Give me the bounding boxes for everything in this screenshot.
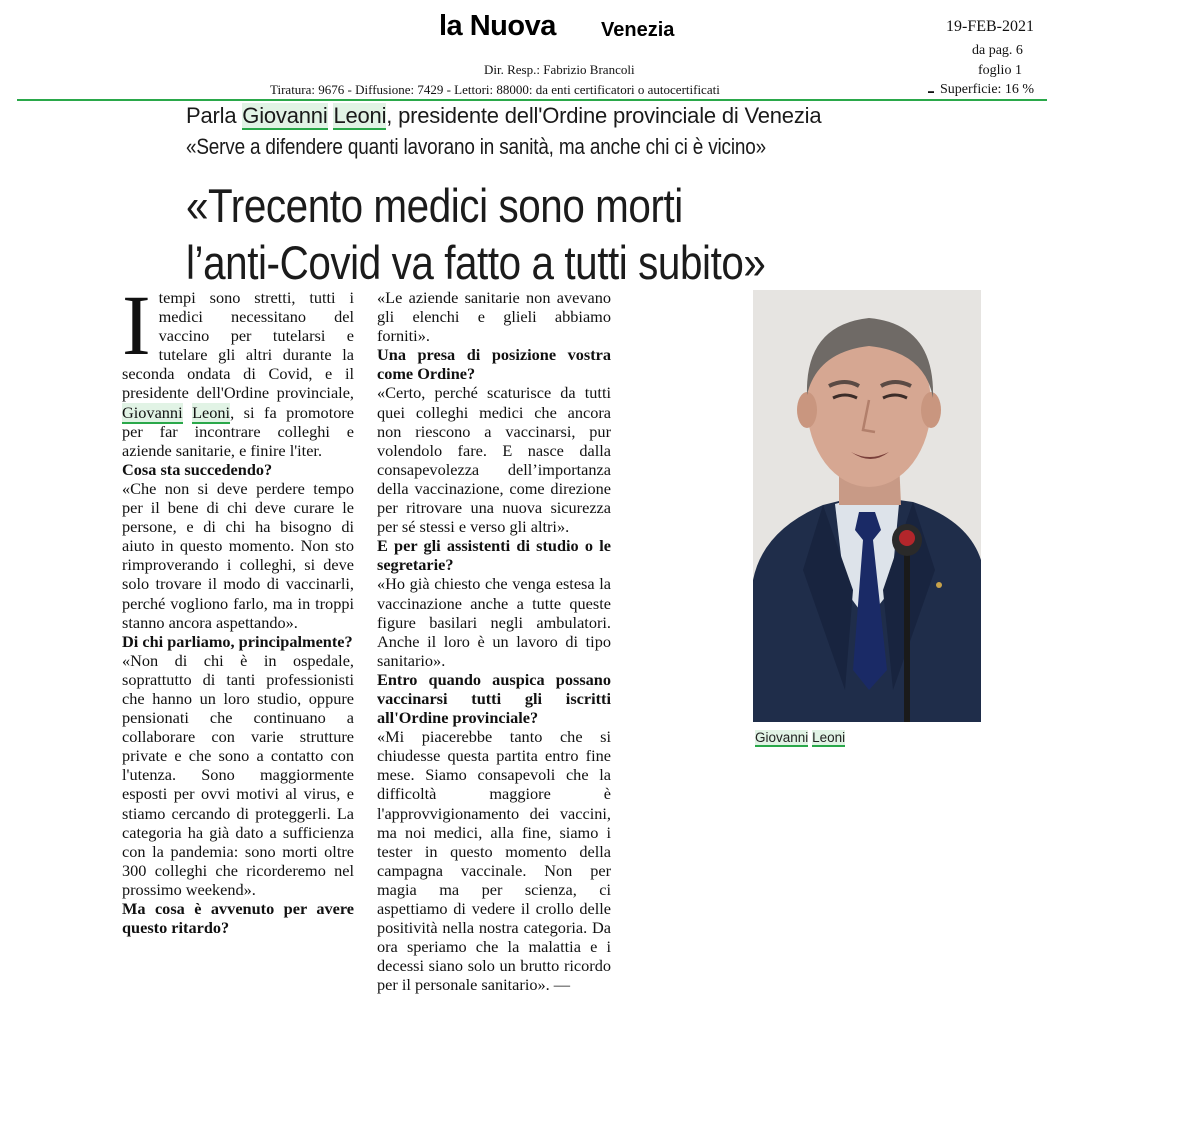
surface-info <box>928 82 1034 98</box>
lead-paragraph <box>122 277 355 460</box>
kicker-line-1 <box>186 103 821 129</box>
headline-line-2: l’anti-Covid va fatto a tutti subito» <box>186 236 766 289</box>
director-line: Dir. Resp.: Fabrizio Brancoli <box>484 62 635 77</box>
answer-2: «Non di chi è in ospedale, soprattutto di tanti professionisti che hanno un loro studio, oppure pensionati che continuano a collaborare con varie strutture private e che sono a contatto con l'utenza. Sono maggiormente esposti per ovvi motivi al virus, e stiamo cercando di proteggerli. La categoria ha già dato a sufficienza con la pandemia: sono morti oltre 300 colleghi che ricorderemo nel prossimo weekend». <box>122 650 354 899</box>
answer-4: «Certo, perché scaturisce da tutti quei colleghi medici che ancora non riescono a vaccinarsi, pur volendolo fare. E nasce dalla consapevolezza dell’importanza della vaccinazione, come direzione per ritrovare una nuova sicurezza per sé stessi e verso gli altri». <box>377 383 611 537</box>
portrait-photo <box>753 290 981 722</box>
page-reference: da pag. 6 <box>972 43 1023 58</box>
question-4: Una presa di posizione vostra come Ordine? <box>377 345 611 384</box>
caption-surname: Leoni <box>812 730 846 745</box>
question-2: Di chi parliamo, principalmente? <box>122 631 353 651</box>
kicker-line-2: «Serve a difendere quanti lavorano in sanità, ma anche chi ci è vicino» <box>186 134 766 159</box>
article-column-2 <box>377 288 611 994</box>
lead-name-space <box>183 403 193 422</box>
lead-text-a: tempi sono stretti, tutti i medici necessitano del vaccino per tutelarsi e tutelare gli altri durante la seconda ondata di Covid, e il presidente dell'Ordine provinciale, <box>122 288 354 403</box>
kicker-suffix: , presidente dell'Ordine provinciale di Venezia <box>386 103 822 128</box>
answer-1: «Che non si deve perdere tempo per il bene di chi deve curare le persone, e di chi ha bisogno di aiuto in questo momento. Non sto rimproverando i colleghi, si deve solo trovare il modo di vaccinarli, perché vogliono farlo, ma in troppi stanno ancora aspettando». <box>122 478 354 632</box>
answer-5: «Ho già chiesto che venga estesa la vaccinazione anche a tutte queste figure basilari negli ambulatori. Anche il loro è un lavoro di tipo sanitario». <box>377 574 611 670</box>
surface-text: Superficie: 16 % <box>940 82 1035 97</box>
masthead-logo: la Nuova <box>439 10 556 42</box>
kicker-prefix: Parla <box>186 103 243 128</box>
masthead-edition: Venezia <box>601 19 675 41</box>
lead-text-b: , si fa promotore per far incontrare colleghi e aziende sanitarie, e finire l'iter. <box>122 402 355 460</box>
article-column-1 <box>122 277 355 938</box>
publication-date: 19-FEB-2021 <box>946 18 1034 35</box>
highlighted-surname: Leoni <box>333 103 387 128</box>
header-divider <box>17 99 1047 101</box>
question-1: Cosa sta succedendo? <box>122 459 273 479</box>
question-5: E per gli assistenti di studio o le segretarie? <box>377 536 611 575</box>
drop-cap: I <box>122 277 151 373</box>
caption-name: Giovanni <box>755 730 809 745</box>
photo-caption <box>755 730 845 745</box>
answer-3: «Le aziende sanitarie non avevano gli elenchi e glieli abbiamo forniti». <box>377 288 611 346</box>
answer-6: «Mi piacerebbe tanto che si chiudesse questa partita entro fine mese. Siamo consapevoli che la difficoltà maggiore è l'approvvigionamento dei vaccini, ma noi medici, alla fine, siamo i tester in questo momento della campagna vaccinale. Non per magia ma per scienza, ci aspettiamo di vedere il crollo delle positività nella nostra categoria. Da ora speriamo che la malattia e i decessi siano solo un brutto ricordo per il personale sanitario». — <box>377 727 611 995</box>
highlighted-name: Giovanni <box>242 103 328 128</box>
question-3: Ma cosa è avvenuto per avere questo ritardo? <box>122 899 354 938</box>
circulation-line: Tiratura: 9676 - Diffusione: 7429 - Lettori: 88000: da enti certificatori o autocertificati <box>270 82 720 97</box>
portrait-illustration <box>753 290 981 722</box>
highlighted-name: Giovanni <box>122 402 183 422</box>
highlighted-surname: Leoni <box>192 402 231 422</box>
sheet-reference: foglio 1 <box>978 63 1022 78</box>
headline-line-1: «Trecento medici sono morti <box>186 179 683 232</box>
surface-marker: ▬ <box>928 89 934 95</box>
question-6: Entro quando auspica possano vaccinarsi tutti gli iscritti all'Ordine provinciale? <box>377 669 611 728</box>
